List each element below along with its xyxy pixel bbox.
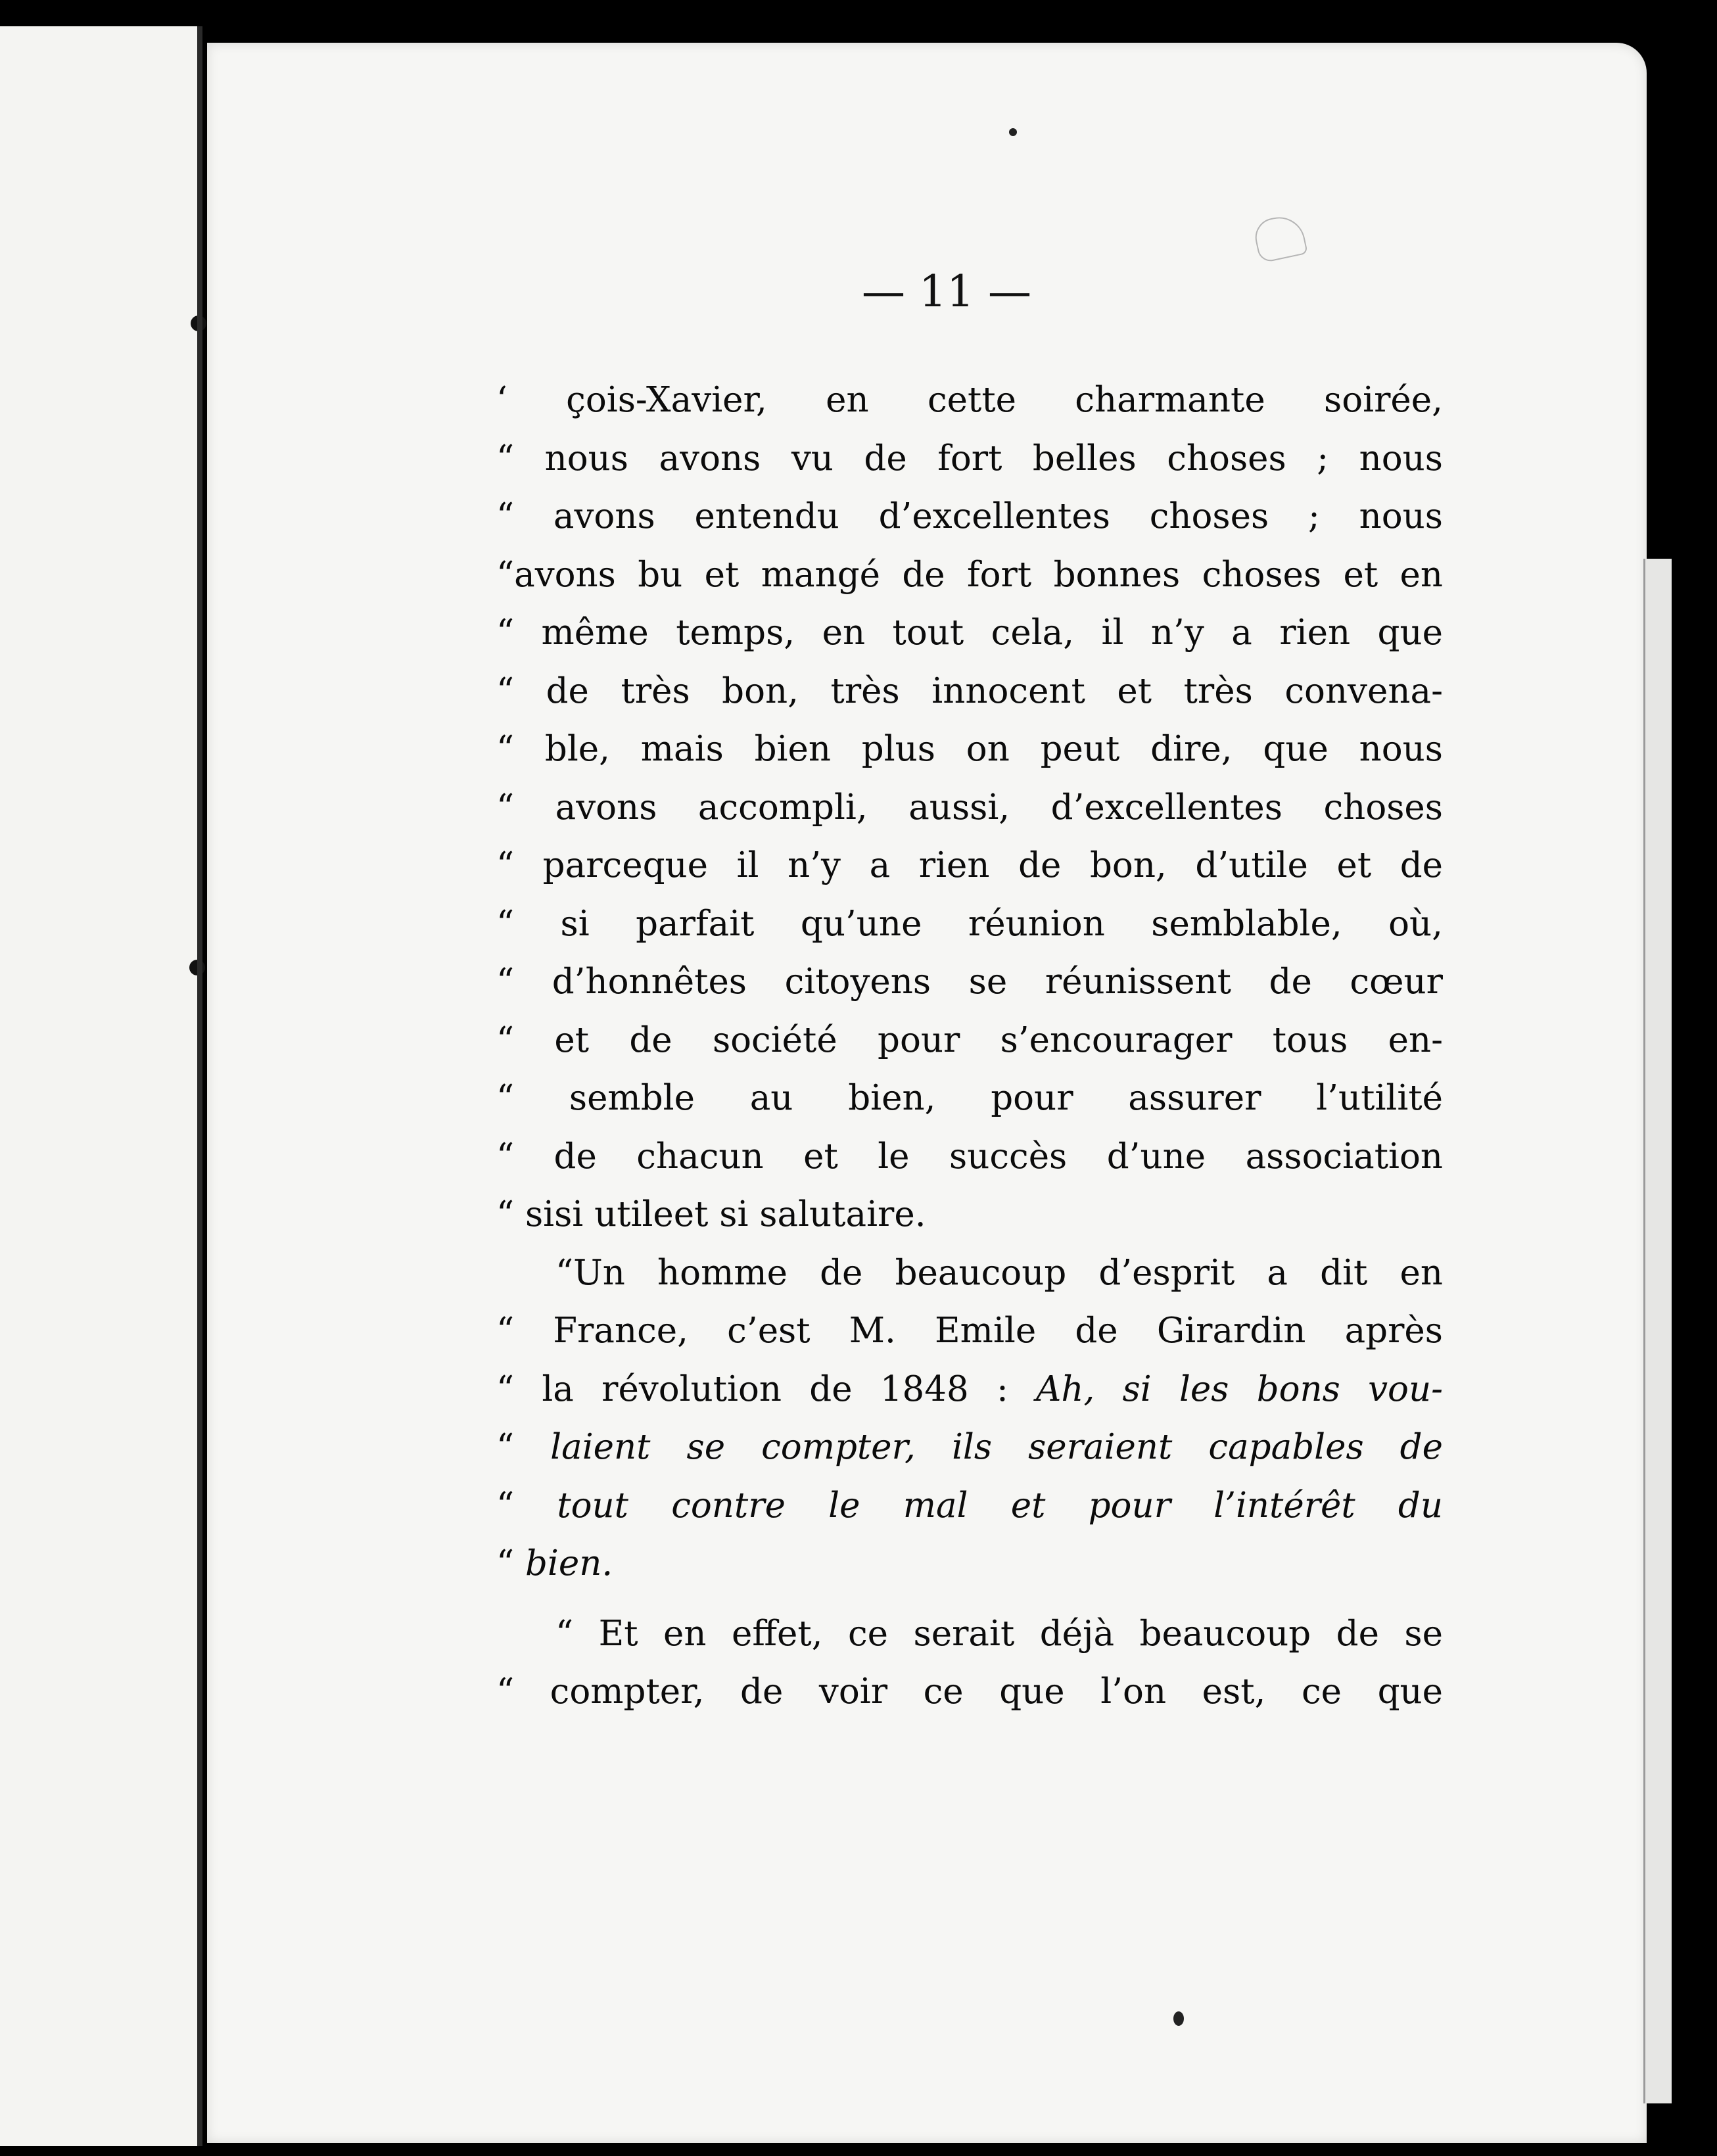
body-text: [496, 371, 1443, 1722]
text-line: [496, 1535, 1443, 1593]
text-line: “ de chacun et le succès d’une association: [496, 1136, 1443, 1177]
text-line: “ si parfait qu’une réunion semblable, où,: [496, 903, 1443, 944]
quote-mark: “: [496, 1543, 515, 1583]
text-line: “ ble, mais bien plus on peut dire, que nous: [496, 729, 1443, 769]
text-line: “ de très bon, très innocent et très convena-: [496, 670, 1443, 711]
text-line-start: “ la révolution de 1848 :: [496, 1369, 1008, 1409]
page-edge: [1643, 559, 1672, 2103]
text-line: “avons bu et mangé de fort bonnes choses et en: [496, 554, 1443, 595]
text-line: “ avons entendu d’excellentes choses ; nous: [496, 496, 1443, 536]
italic-quote: Ah, si les bons vou-: [1036, 1369, 1444, 1409]
text-line: “ France, c’est M. Emile de Girardin après: [496, 1311, 1443, 1351]
text-line: “ compter, de voir ce que l’on est, ce que: [496, 1672, 1443, 1712]
quote-mark: “: [496, 1427, 515, 1467]
facing-page: [0, 26, 199, 2146]
ink-speck: [1009, 128, 1017, 136]
ink-speck: [1173, 2011, 1184, 2026]
quote-mark: “: [496, 1485, 515, 1526]
text-line: ‘ çois-Xavier, en cette charmante soirée,: [496, 380, 1443, 420]
text-line: “ même temps, en tout cela, il n’y a rien que: [496, 613, 1443, 653]
italic-quote: laient se compter, ils seraient capables de: [550, 1427, 1443, 1467]
text-line: [496, 1361, 1443, 1419]
italic-quote: tout contre le mal et pour l’intérêt du: [557, 1485, 1443, 1526]
text-line: “ semble au bien, pour assurer l’utilité: [496, 1078, 1443, 1118]
text-line: “ nous avons vu de fort belles choses ; nous: [496, 438, 1443, 479]
text-line: “ Et en effet, ce serait déjà beaucoup de se: [555, 1613, 1443, 1654]
text-line: “ sisi utileet si salutaire.: [496, 1194, 926, 1234]
text-line: “ avons accompli, aussi, d’excellentes choses: [496, 787, 1443, 828]
text-line: [496, 1418, 1443, 1477]
paragraph-gap: [496, 1593, 1443, 1605]
text-line: “ parceque il n’y a rien de bon, d’utile et de: [496, 845, 1443, 885]
text-line: [496, 1477, 1443, 1535]
text-line: “ et de société pour s’encourager tous en-: [496, 1019, 1443, 1060]
italic-quote: bien.: [525, 1543, 613, 1583]
binding-mark-top: [191, 316, 206, 331]
page-number: — 11 —: [862, 266, 1031, 317]
text-line: “Un homme de beaucoup d’esprit a dit en: [555, 1252, 1443, 1293]
text-line: “ d’honnêtes citoyens se réunissent de cœur: [496, 962, 1443, 1002]
binding-mark-bottom: [189, 960, 205, 975]
